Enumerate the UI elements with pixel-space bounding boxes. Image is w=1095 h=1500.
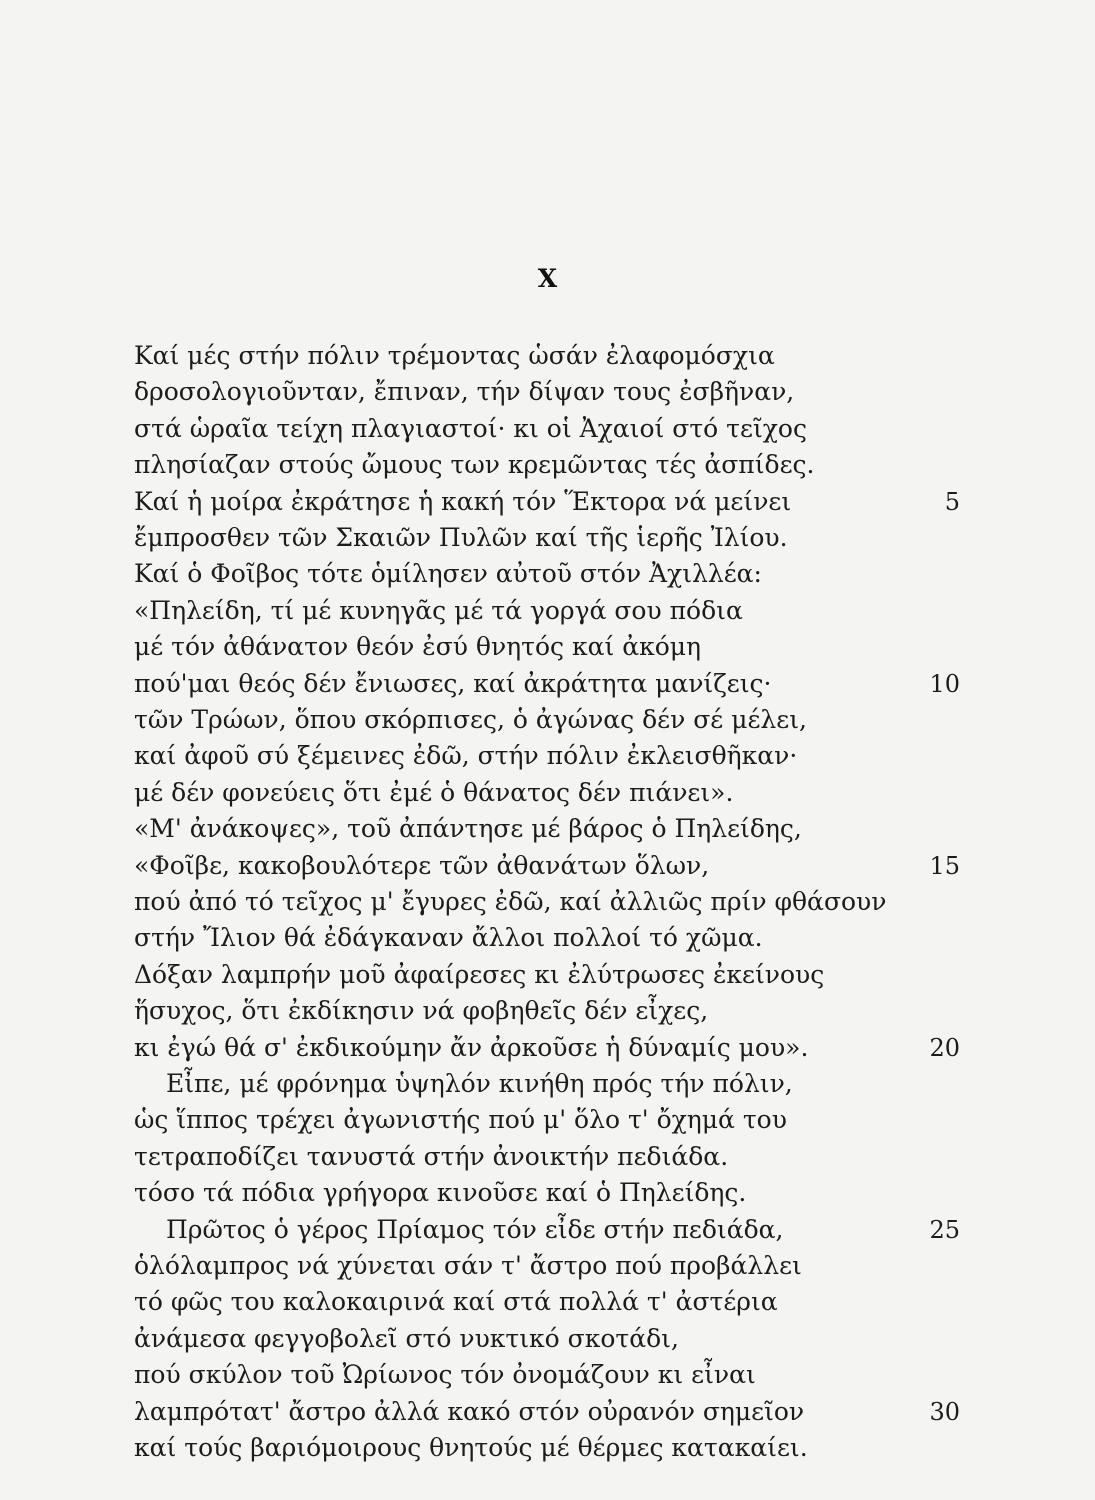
verse-text: στήν Ἴλιον θά ἐδάγκαναν ἄλλοι πολλοί τό χῶμα. bbox=[134, 923, 763, 953]
verse-text: Πρῶτος ὁ γέρος Πρίαμος τόν εἶδε στήν πεδιάδα, bbox=[166, 1214, 784, 1244]
verse-line bbox=[0, 1321, 1095, 1357]
verse-line bbox=[0, 447, 1095, 483]
verse-text: μέ τόν ἀθάνατον θεόν ἐσύ θνητός καί ἀκόμη bbox=[134, 632, 702, 662]
verse-text: ὁλόλαμπρος νά χύνεται σάν τ' ἄστρο πού προβάλλει bbox=[134, 1251, 802, 1280]
line-number: 15 bbox=[929, 851, 960, 880]
verse-text: κι ἐγώ θά σ' ἐκδικούμην ἄν ἀρκοῦσε ἡ δύναμίς μου». bbox=[134, 1032, 809, 1062]
verse-line bbox=[0, 666, 1095, 702]
verse-text: ἥσυχος, ὅτι ἐκδίκησιν νά φοβηθεῖς δέν εἶχες, bbox=[134, 996, 709, 1026]
verse-line bbox=[0, 1212, 1095, 1248]
line-number: 20 bbox=[929, 1033, 960, 1062]
verse-line bbox=[0, 993, 1095, 1029]
line-number: 5 bbox=[944, 487, 960, 516]
verse-line bbox=[0, 520, 1095, 556]
verse-text: πού'μαι θεός δέν ἔνιωσες, καί ἀκράτητα μανίζεις· bbox=[134, 668, 772, 698]
verse-text: ἀνάμεσα φεγγοβολεῖ στό νυκτικό σκοτάδι, bbox=[134, 1323, 679, 1353]
verse-text: πλησίαζαν στούς ὤμους των κρεμῶντας τές ἀσπίδες. bbox=[134, 450, 815, 480]
verse-line bbox=[0, 775, 1095, 811]
verse-text: Καί ἡ μοίρα ἐκράτησε ἡ κακή τόν Ἕκτορα νά μείνει bbox=[134, 486, 792, 516]
verse-line bbox=[0, 338, 1095, 374]
verse-line bbox=[0, 629, 1095, 665]
verse-line bbox=[0, 811, 1095, 847]
verse-line bbox=[0, 484, 1095, 520]
line-number: 10 bbox=[929, 669, 960, 698]
verse-line bbox=[0, 556, 1095, 592]
verse-line bbox=[0, 1139, 1095, 1175]
verse-line bbox=[0, 702, 1095, 738]
verse-text: «Φοῖβε, κακοβουλότερε τῶν ἀθανάτων ὅλων, bbox=[134, 850, 710, 880]
verse-line bbox=[0, 1357, 1095, 1393]
verse-text: τῶν Τρώων, ὅπου σκόρπισες, ὁ ἀγώνας δέν σέ μέλει, bbox=[134, 705, 807, 734]
verse-text: ἔμπροσθεν τῶν Σκαιῶν Πυλῶν καί τῆς ἱερῆς Ἰλίου. bbox=[134, 523, 788, 552]
verse-line bbox=[0, 1175, 1095, 1211]
verse-line bbox=[0, 374, 1095, 410]
verse-text: Εἶπε, μέ φρόνημα ὑψηλόν κινήθη πρός τήν πόλιν, bbox=[166, 1069, 793, 1098]
verse-text: Δόξαν λαμπρήν μοῦ ἀφαίρεσες κι ἐλύτρωσες ἐκείνους bbox=[134, 959, 825, 989]
verse-text: Καί ὁ Φοῖβος τότε ὁμίλησεν αὐτοῦ στόν Ἀχιλλέα: bbox=[134, 559, 762, 589]
verse-text: δροσολογιοῦνταν, ἔπιναν, τήν δίψαν τους ἐσβῆναν, bbox=[134, 377, 795, 407]
line-number: 30 bbox=[929, 1397, 960, 1426]
verse-text: ὡς ἵππος τρέχει ἀγωνιστής πού μ' ὅλο τ' ὄχημά του bbox=[134, 1105, 787, 1135]
verse-text: καί ἀφοῦ σύ ξέμεινες ἐδῶ, στήν πόλιν ἐκλεισθῆκαν· bbox=[134, 741, 798, 771]
verse-text: καί τούς βαριόμοιρους θνητούς μέ θέρμες κατακαίει. bbox=[134, 1433, 808, 1462]
verse-line bbox=[0, 1066, 1095, 1102]
verse-text: τετραποδίζει τανυστά στήν ἀνοικτήν πεδιάδα. bbox=[134, 1141, 729, 1171]
chapter-heading: X bbox=[537, 264, 558, 293]
verse-text: μέ δέν φονεύεις ὅτι ἐμέ ὁ θάνατος δέν πιάνει». bbox=[134, 777, 734, 807]
verse-text: «Μ' ἀνάκοψες», τοῦ ἀπάντησε μέ βάρος ὁ Πηλείδης, bbox=[134, 814, 802, 844]
verse-line bbox=[0, 1102, 1095, 1138]
verse-line bbox=[0, 1284, 1095, 1320]
verse-text: τόσο τά πόδια γρήγορα κινοῦσε καί ὁ Πηλείδης. bbox=[134, 1178, 747, 1208]
line-number: 25 bbox=[929, 1215, 960, 1244]
verse-line bbox=[0, 411, 1095, 447]
verse-line bbox=[0, 1394, 1095, 1430]
verse-line bbox=[0, 1030, 1095, 1066]
verse-text: Καί μές στήν πόλιν τρέμοντας ὡσάν ἐλαφομόσχια bbox=[134, 341, 775, 370]
verse-text: πού σκύλον τοῦ Ὠρίωνος τόν ὀνομάζουν κι εἶναι bbox=[134, 1360, 756, 1390]
verse-line bbox=[0, 884, 1095, 920]
verse-line bbox=[0, 738, 1095, 774]
verse-line bbox=[0, 1430, 1095, 1466]
verse-line bbox=[0, 920, 1095, 956]
verse-line bbox=[0, 1248, 1095, 1284]
verse-line bbox=[0, 593, 1095, 629]
verse-line bbox=[0, 957, 1095, 993]
verse-text: τό φῶς του καλοκαιρινά καί στά πολλά τ' ἀστέρια bbox=[134, 1287, 778, 1317]
verse-line bbox=[0, 848, 1095, 884]
verse-text: «Πηλείδη, τί μέ κυνηγᾶς μέ τά γοργά σου πόδια bbox=[134, 595, 743, 625]
verse-text: πού ἀπό τό τεῖχος μ' ἔγυρες ἐδῶ, καί ἀλλιῶς πρίν φθάσουν bbox=[134, 887, 887, 916]
verse-text: λαμπρότατ' ἄστρο ἀλλά κακό στόν οὐρανόν σημεῖον bbox=[134, 1396, 805, 1426]
verse-text: στά ὡραῖα τείχη πλαγιαστοί· κι οἱ Ἀχαιοί στό τεῖχος bbox=[134, 413, 807, 443]
